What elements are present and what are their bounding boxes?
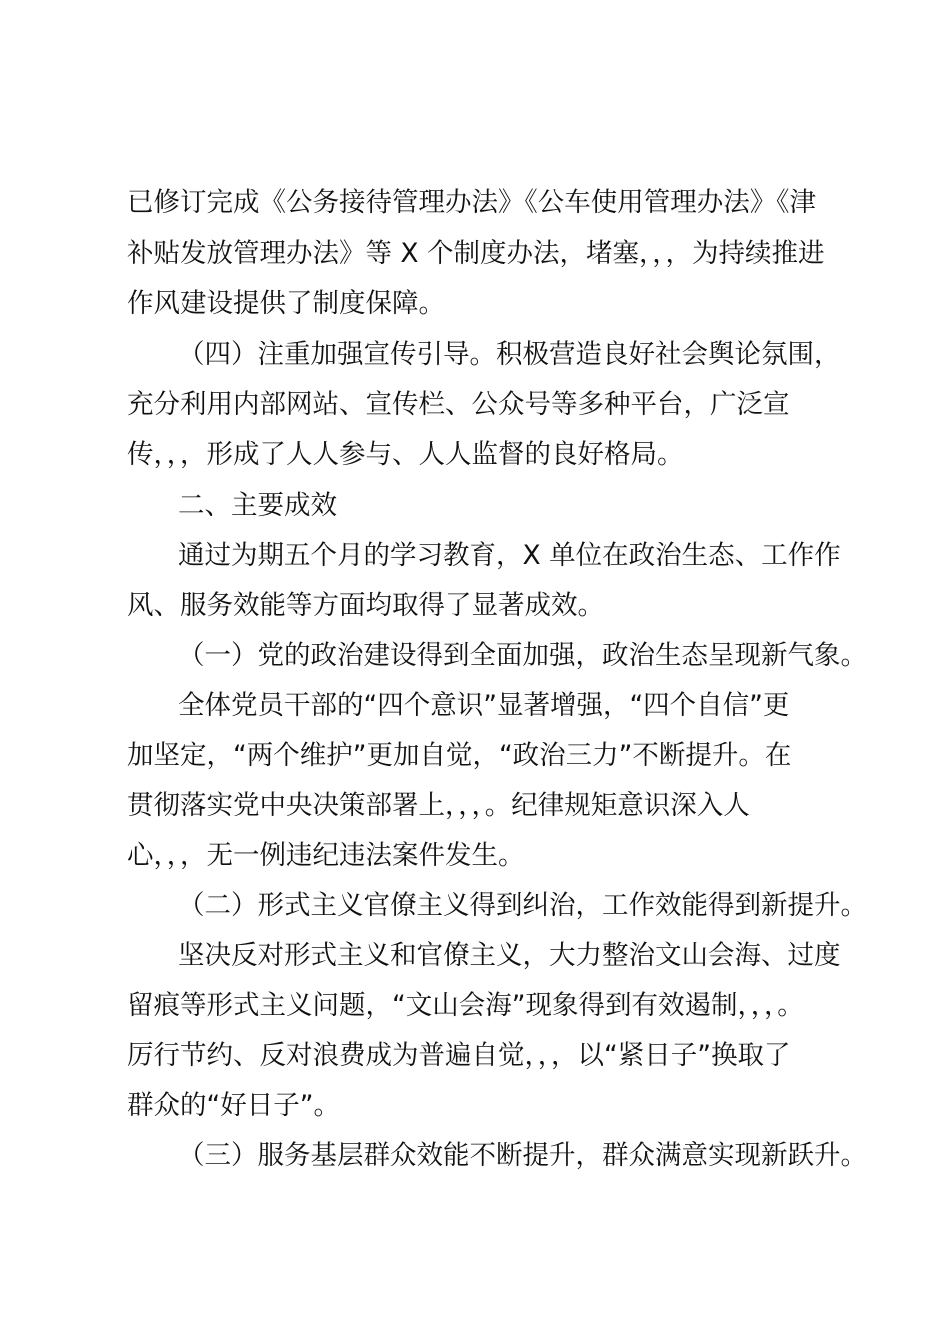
text-line: 作风建设提供了制度保障。 — [127, 288, 445, 319]
text-line: 留痕等形式主义问题，“文山会海”现象得到有效遏制，，，。 — [127, 990, 804, 1021]
section-heading: （二）形式主义官僚主义得到纠治，工作效能得到新提升。 — [178, 890, 867, 921]
text-line: 全体党员干部的“四个意识”显著增强，“四个自信”更 — [178, 690, 790, 721]
text-line: 通过为期五个月的学习教育，X 单位在政治生态、工作作 — [178, 540, 841, 571]
section-heading: （一）党的政治建设得到全面加强，政治生态呈现新气象。 — [178, 640, 867, 671]
text-line: 传，，，形成了人人参与、人人监督的良好格局。 — [127, 439, 684, 470]
text-line: 已修订完成《公务接待管理办法》《公车使用管理办法》《津 — [127, 187, 816, 218]
section-heading: （三）服务基层群众效能不断提升，群众满意实现新跃升。 — [178, 1140, 867, 1171]
text-line: 风、服务效能等方面均取得了显著成效。 — [127, 590, 604, 621]
text-line: 补贴发放管理办法》等 X 个制度办法，堵塞，，，为持续推进 — [127, 238, 825, 269]
text-line: 加坚定，“两个维护”更加自觉，“政治三力”不断提升。在 — [127, 740, 792, 771]
text-line: 厉行节约、反对浪费成为普遍自觉，，，以“紧日子”换取了 — [127, 1040, 791, 1071]
section-heading: （四）注重加强宣传引导。积极营造良好社会舆论氛围， — [178, 339, 841, 370]
chapter-heading: 二、主要成效 — [178, 490, 337, 521]
text-line: 心，，，无一例违纪违法案件发生。 — [127, 840, 525, 871]
text-line: 坚决反对形式主义和官僚主义，大力整治文山会海、过度 — [178, 940, 841, 971]
text-line: 贯彻落实党中央决策部署上，，，。纪律规矩意识深入人 — [127, 790, 750, 821]
text-line: 充分利用内部网站、宣传栏、公众号等多种平台，广泛宣 — [127, 389, 790, 420]
text-line: 群众的“好日子”。 — [127, 1090, 340, 1121]
